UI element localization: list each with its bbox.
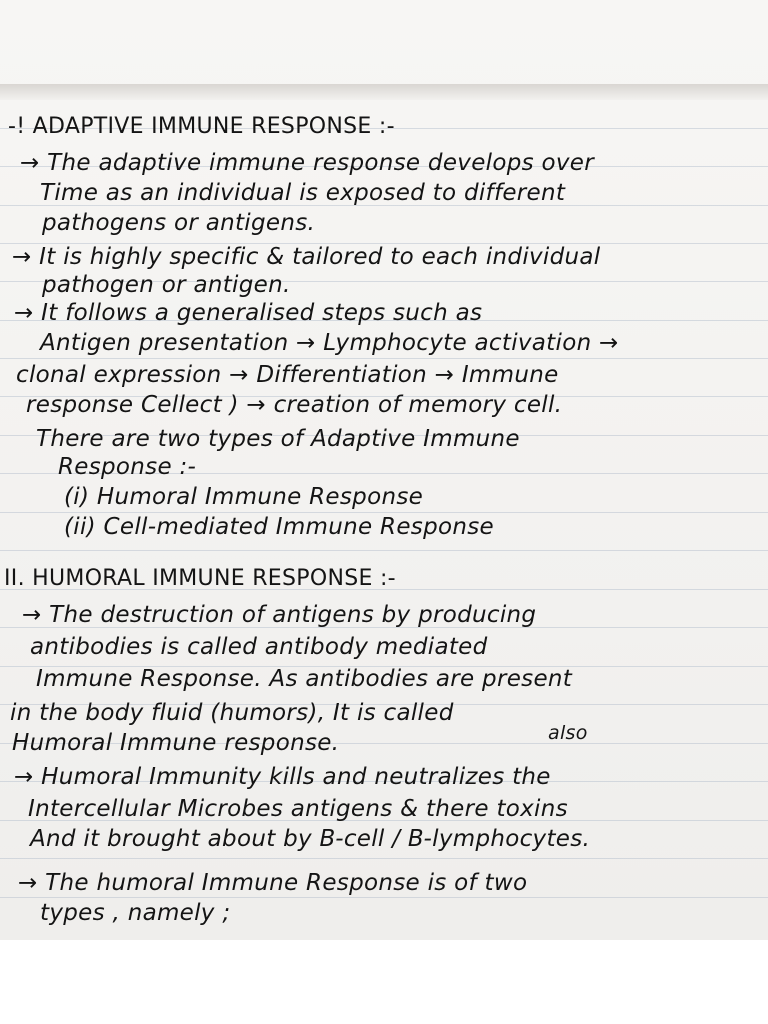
note-line: There are two types of Adaptive Immune [36, 426, 520, 452]
note-line: Antigen presentation → Lymphocyte activation → [40, 330, 619, 356]
list-item: (ii) Cell-mediated Immune Response [64, 514, 494, 540]
note-line: And it brought about by B-cell / B-lymphocytes. [30, 826, 591, 852]
heading-adaptive-immune-response: -! ADAPTIVE IMMUNE RESPONSE :- [8, 114, 395, 139]
note-line: → The humoral Immune Response is of two [18, 870, 528, 896]
note-line: → It follows a generalised steps such as [14, 300, 483, 326]
ruled-line [0, 512, 768, 513]
note-line: Intercellular Microbes antigens & there toxins [28, 796, 568, 822]
note-line: Immune Response. As antibodies are present [36, 666, 573, 692]
list-item: (i) Humoral Immune Response [64, 484, 424, 510]
note-line: pathogen or antigen. [42, 272, 291, 298]
ruled-line [0, 358, 768, 359]
note-line: Response :- [58, 454, 197, 480]
note-line: types , namely ; [40, 900, 231, 926]
blank-area [0, 940, 768, 1024]
note-line: → It is highly specific & tailored to each individual [12, 244, 601, 270]
note-line: in the body fluid (humors), It is called [10, 700, 454, 726]
note-line: → Humoral Immunity kills and neutralizes the [14, 764, 551, 790]
note-line: response Cellect ) → creation of memory cell. [26, 392, 563, 418]
note-line: → The destruction of antigens by producing [22, 602, 537, 628]
ruled-line [0, 858, 768, 859]
page-top-edge [0, 84, 768, 100]
note-line: → The adaptive immune response develops over [20, 150, 594, 176]
note-line: pathogens or antigens. [42, 210, 316, 236]
note-line: Time as an individual is exposed to different [40, 180, 566, 206]
inserted-word: also [548, 722, 588, 744]
note-line: antibodies is called antibody mediated [30, 634, 488, 660]
note-line: Humoral Immune response. [12, 730, 340, 756]
ruled-line [0, 550, 768, 551]
note-line: clonal expression → Differentiation → Immune [16, 362, 559, 388]
ruled-line [0, 897, 768, 898]
heading-humoral-immune-response: II. HUMORAL IMMUNE RESPONSE :- [4, 566, 396, 591]
